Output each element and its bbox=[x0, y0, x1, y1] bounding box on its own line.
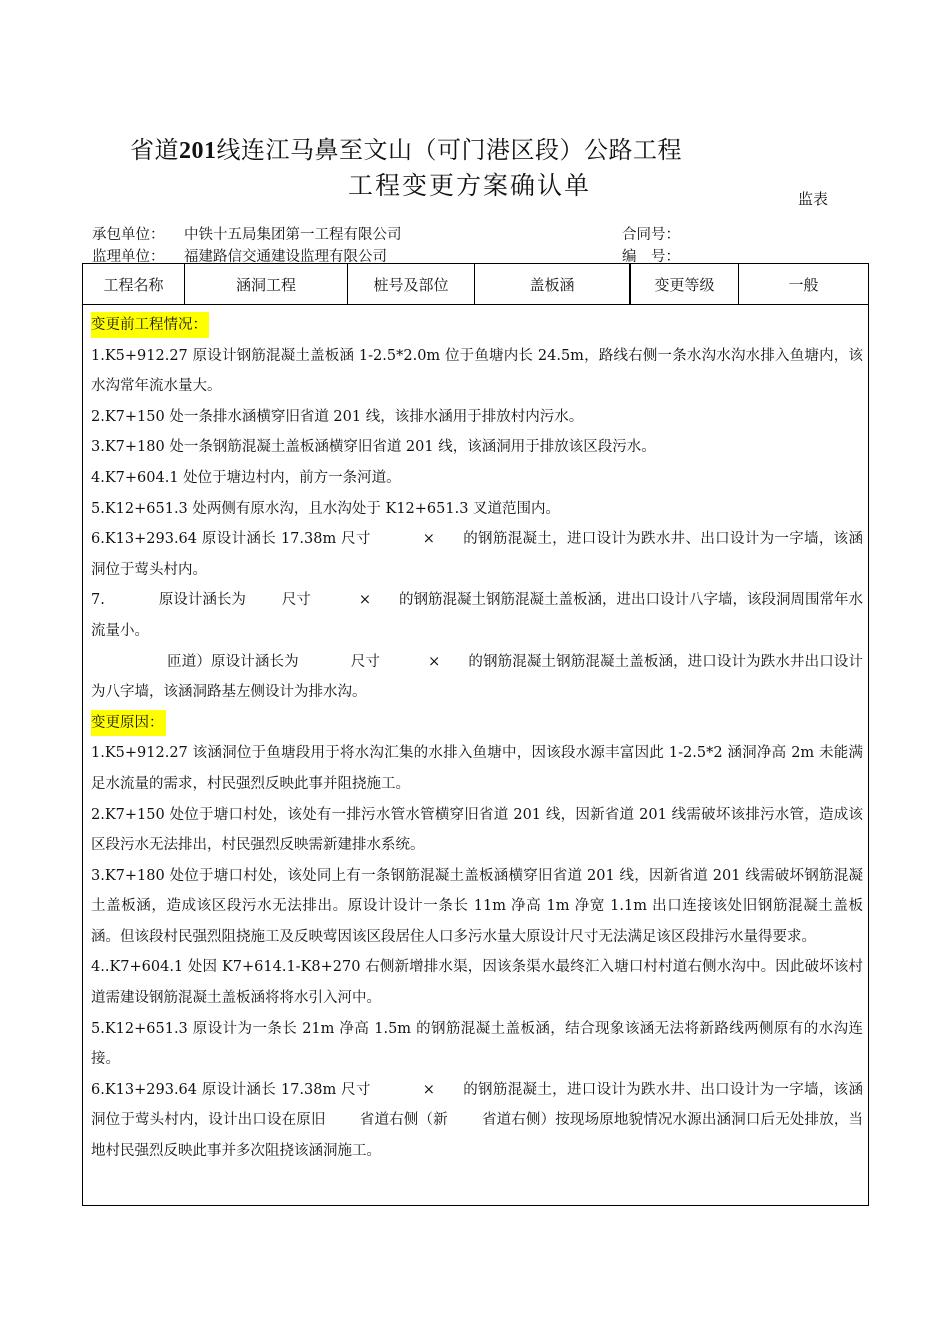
number-label: 编 号： bbox=[622, 249, 680, 265]
before-item-7: 7. 原设计涵长为 尺寸 × 的钢筋混凝土钢筋混凝土盖板涵，进出口设计八字墙，该段洞周围常年水流量小。 bbox=[91, 592, 863, 639]
reason-item-2: 2.K7+150 处位于塘口村处，该处有一排污水管水管横穿旧省道 201 线，因新省道 201 线需破坏该排污水管，造成该区段污水无法排出，村民强烈反映需新建排水系统。 bbox=[91, 806, 863, 854]
reason-item-6: 6.K13+293.64 原设计涵长 17.38m 尺寸 × 的钢筋混凝土，进口设计为跌水井、出口设计为一字墙，该涵洞位于莺头村内，设计出口设在原旧 省道右侧（新 省道右侧）按现场原地貌情况水源出涵洞口后无处排放，当地村民强烈反映此事并多次阻挠该涵洞施工。 bbox=[91, 1081, 864, 1160]
station-value: 盖板涵 bbox=[475, 264, 631, 304]
project-name-label: 工程名称 bbox=[83, 264, 185, 304]
supervisor-label: 监理单位： bbox=[92, 249, 165, 265]
reason-heading: 变更原因： bbox=[91, 710, 166, 736]
before-item-2: 2.K7+150 处一条排水涵横穿旧省道 201 线，该排水涵用于排放村内污水。 bbox=[91, 408, 584, 425]
contractor-label: 承包单位： bbox=[92, 227, 165, 243]
form-table bbox=[82, 263, 869, 1206]
before-heading: 变更前工程情况： bbox=[91, 312, 209, 338]
level-value: 一般 bbox=[788, 275, 819, 294]
reason-item-5: 5.K12+651.3 原设计为一条长 21m 净高 1.5m 的钢筋混凝土盖板涵，结合现象该涵无法将新路线两侧原有的水沟连接。 bbox=[91, 1020, 863, 1068]
reason-item-1: 1.K5+912.27 该涵洞位于鱼塘段用于将水沟汇集的水排入鱼塘中，因该段水源丰富因此 1-2.5*2 涵洞净高 2m 未能满足水流量的需求，村民强烈反映此事并阻挠施工。 bbox=[91, 745, 863, 792]
station-label: 桩号及部位 bbox=[348, 264, 475, 304]
form-code: 监表 bbox=[798, 190, 829, 208]
before-item-5: 5.K12+651.3 处两侧有原水沟，且水沟处于 K12+651.3 叉道范围内。 bbox=[91, 500, 561, 517]
before-item-1: 1.K5+912.27 原设计钢筋混凝土盖板涵 1-2.5*2.0m 位于鱼塘内长 24.5m，路线右侧一条水沟水沟水排入鱼塘内，该水沟常年流水量大。 bbox=[91, 347, 863, 395]
reason-item-3: 3.K7+180 处位于塘口村处，该处同上有一条钢筋混凝土盖板涵横穿旧省道 201 线，因新省道 201 线需破坏钢筋混凝土盖板涵，造成该区段污水无法排出。原设计设计一条长 11m 净高 1m 净宽 1.1m 出口连接该处旧钢筋混凝土盖板涵。但该段村民强烈阻挠施工及反映莺因该区段居住人口多污水量大原设计尺寸无法满足该区段排污水量得要求。 bbox=[91, 867, 863, 945]
document-subtitle: 工程变更方案确认单 bbox=[348, 171, 592, 200]
document-title: 省道201线连江马鼻至文山（可门港区段）公路工程 bbox=[130, 136, 682, 164]
contractor-value: 中铁十五局集团第一工程有限公司 bbox=[184, 227, 402, 243]
before-item-8: 匝道）原设计涵长为 尺寸 × 的钢筋混凝土钢筋混凝土盖板涵，进口设计为跌水井出口设计为八字墙，该涵洞路基左侧设计为排水沟。 bbox=[91, 653, 864, 701]
before-item-4: 4.K7+604.1 处位于塘边村内，前方一条河道。 bbox=[91, 469, 401, 486]
reason-item-4: 4..K7+604.1 处因 K7+614.1-K8+270 右侧新增排水渠，因该条渠水最终汇入塘口村村道右侧水沟中。因此破坏该村道需建设钢筋混凝土盖板涵将将水引入河中。 bbox=[91, 959, 863, 1007]
content-area bbox=[91, 310, 863, 1167]
before-item-6: 6.K13+293.64 原设计涵长 17.38m 尺寸 × 的钢筋混凝土，进口设计为跌水井、出口设计为一字墙，该涵洞位于莺头村内。 bbox=[91, 531, 863, 578]
project-name-value: 涵洞工程 bbox=[185, 264, 348, 304]
before-item-3: 3.K7+180 处一条钢筋混凝土盖板涵横穿旧省道 201 线，该涵洞用于排放该区段污水。 bbox=[91, 439, 656, 456]
contract-no-label: 合同号： bbox=[622, 227, 680, 243]
supervisor-value: 福建路信交通建设监理有限公司 bbox=[184, 249, 387, 265]
level-label: 变更等级 bbox=[631, 264, 739, 304]
contractor-row bbox=[92, 223, 402, 244]
header-row bbox=[83, 264, 868, 305]
